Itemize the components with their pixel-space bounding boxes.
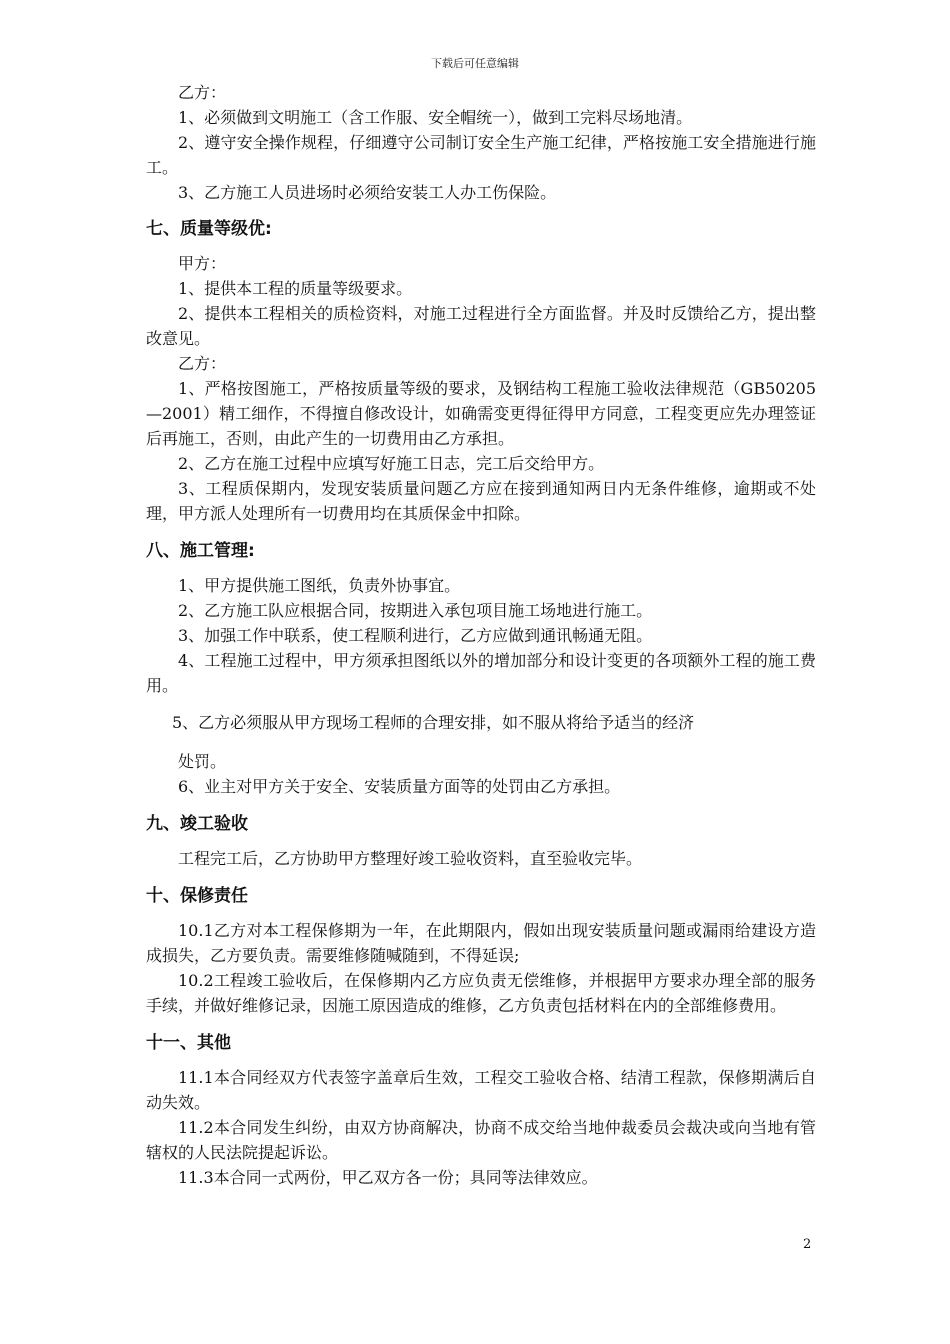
section-7-a-item-1: 1、提供本工程的质量等级要求。	[178, 279, 413, 298]
intro-item-1: 1、必须做到文明施工（含工作服、安全帽统一），做到工完料尽场地清。	[178, 108, 693, 127]
page-header: 下载后可任意编辑	[431, 57, 519, 70]
section-7-b-item-3: 3、工程质保期内，发现安装质量问题乙方应在接到通知两日内无条件维修，逾期或不处理，甲方派人处理所有一切费用均在其质保金中扣除。	[146, 479, 816, 523]
section-8-item-3: 3、加强工作中联系，使工程顺利进行，乙方应做到通讯畅通无阻。	[178, 626, 653, 645]
section-9-title: 九、竣工验收	[146, 814, 248, 834]
party-b-label: 乙方：	[178, 83, 227, 102]
intro-item-3: 3、乙方施工人员进场时必须给安装工人办工伤保险。	[178, 183, 557, 202]
document-body	[146, 80, 816, 1190]
section-7-title: 七、质量等级优:	[146, 219, 272, 239]
section-10-item-2: 10.2工程竣工验收后，在保修期内乙方应负责无偿维修，并根据甲方要求办理全部的服务手续，并做好维修记录，因施工原因造成的维修，乙方负责包括材料在内的全部维修费用。	[146, 971, 816, 1015]
section-8-item-1: 1、甲方提供施工图纸，负责外协事宜。	[178, 576, 461, 595]
section-7-party-b: 乙方：	[178, 354, 227, 373]
section-9-text: 工程完工后，乙方协助甲方整理好竣工验收资料，直至验收完毕。	[178, 849, 643, 868]
section-7-b-item-1: 1、严格按图施工，严格按质量等级的要求，及钢结构工程施工验收法律规范（GB50205—2001）精工细作，不得擅自修改设计，如确需变更得征得甲方同意，工程变更应先办理签证后再施工，否则，由此产生的一切费用由乙方承担。	[146, 379, 816, 448]
section-11-item-3: 11.3本合同一式两份，甲乙双方各一份；具同等法律效应。	[178, 1168, 598, 1187]
section-10-item-1: 10.1乙方对本工程保修期为一年，在此期限内，假如出现安装质量问题或漏雨给建设方造成损失，乙方要负责。需要维修随喊随到，不得延误;	[146, 921, 816, 965]
section-11-item-1: 11.1本合同经双方代表签字盖章后生效，工程交工验收合格、结清工程款，保修期满后自动失效。	[146, 1068, 816, 1112]
section-8-item-5-line-2: 处罚。	[178, 752, 227, 771]
section-8-title: 八、施工管理:	[146, 541, 255, 561]
section-8-item-5-line-1: 5、乙方必须服从甲方现场工程师的合理安排，如不服从将给予适当的经济	[172, 713, 695, 732]
section-7-b-item-2: 2、乙方在施工过程中应填写好施工日志，完工后交给甲方。	[178, 454, 605, 473]
section-10-title: 十、保修责任	[146, 886, 248, 906]
section-7-party-a: 甲方：	[178, 254, 227, 273]
section-8-item-4: 4、工程施工过程中，甲方须承担图纸以外的增加部分和设计变更的各项额外工程的施工费用。	[146, 651, 816, 695]
intro-item-2: 2、遵守安全操作规程，仔细遵守公司制订安全生产施工纪律，严格按施工安全措施进行施工。	[146, 133, 816, 177]
section-11-title: 十一、其他	[146, 1033, 231, 1053]
section-8-item-6: 6、业主对甲方关于安全、安装质量方面等的处罚由乙方承担。	[178, 777, 621, 796]
section-11-item-2: 11.2本合同发生纠纷，由双方协商解决，协商不成交给当地仲裁委员会裁决或向当地有管辖权的人民法院提起诉讼。	[146, 1118, 816, 1162]
page-number: 2	[803, 1237, 812, 1252]
section-7-a-item-2: 2、提供本工程相关的质检资料，对施工过程进行全方面监督。并及时反馈给乙方，提出整改意见。	[146, 304, 816, 348]
section-8-item-2: 2、乙方施工队应根据合同，按期进入承包项目施工场地进行施工。	[178, 601, 653, 620]
